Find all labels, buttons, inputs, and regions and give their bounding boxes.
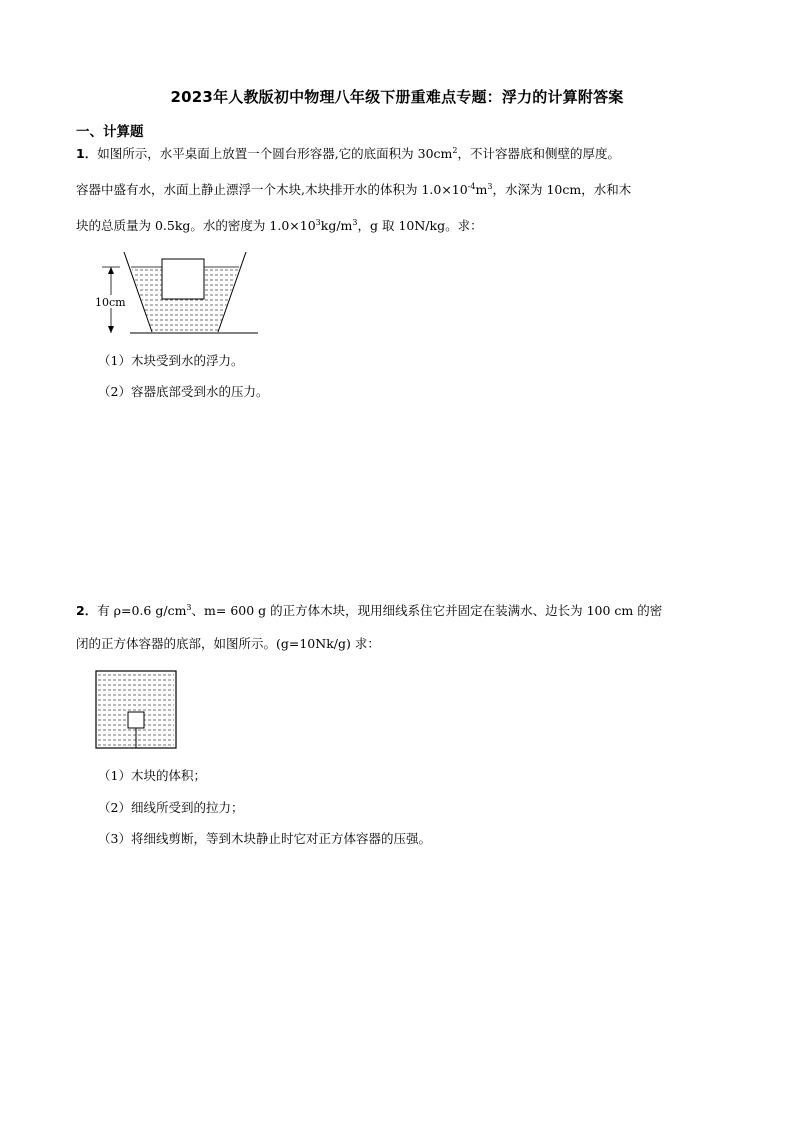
q2-line-1: 2．有 ρ=0.6 $g/cm^3$、m= 600 g 的正方体木块，现用细线系住它并固定在装满水、边长为 100 cm 的密 [76, 602, 663, 618]
document-title: 2023年人教版初中物理八年级下册重难点专题：浮力的计算附答案 [170, 88, 624, 106]
q1-line-1: 1．如图所示，水平桌面上放置一个圆台形容器,它的底面积为 $30cm^2$，不计容器底和侧壁的厚度。 [76, 145, 621, 161]
q1-number: 1． [76, 146, 98, 161]
q2-cube-container-figure [95, 670, 177, 750]
q1-depth-label: 10cm [95, 296, 126, 309]
q2-sub-question-3: （3）将细线剪断，等到木块静止时它对正方体容器的压强。 [98, 831, 431, 846]
q2-sub-question-2: （2）细线所受到的拉力； [98, 800, 244, 815]
q1-line-3: 块的总质量为 0.5kg。水的密度为 $1.0\times 10^3kg/m^3$，g 取 10N/kg。求： [76, 217, 483, 233]
q1-line-2: 容器中盛有水，水面上静止漂浮一个木块,木块排开水的体积为 $1.0\times 10^{-4}m^3$，水深为 10cm，水和木 [76, 181, 632, 197]
q1-wood-block [162, 259, 204, 299]
q1-container-figure [90, 250, 270, 340]
q2-line-2: 闭的正方体容器的底部，如图所示。(g=10Nk/g) 求： [76, 636, 380, 651]
q2-number: 2． [76, 603, 98, 618]
section-heading: 一、计算题 [76, 124, 144, 140]
q1-sub-question-1: （1）木块受到水的浮力。 [98, 353, 244, 368]
q2-wood-block [128, 712, 144, 728]
q2-sub-question-1: （1）木块的体积； [98, 768, 206, 783]
q1-sub-question-2: （2）容器底部受到水的压力。 [98, 384, 269, 399]
